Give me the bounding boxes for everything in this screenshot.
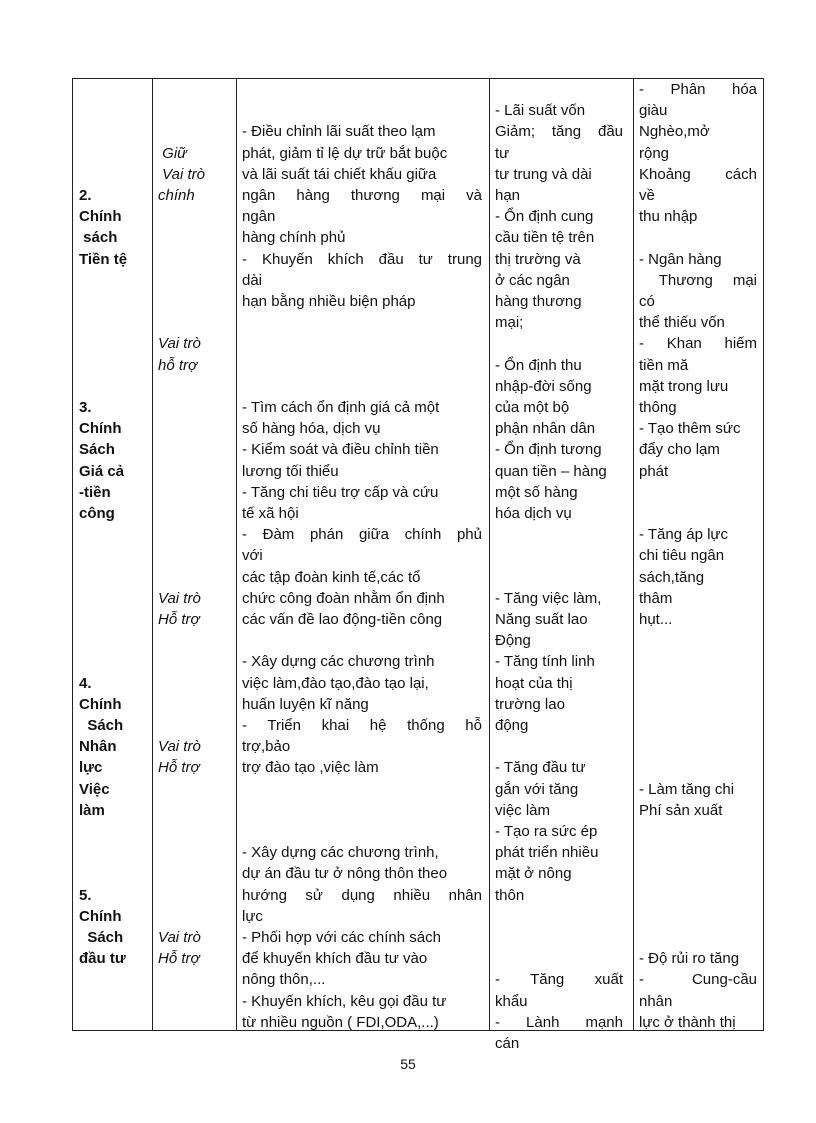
cell-line: - Lành mạnh <box>495 1013 623 1031</box>
cell-line: Việc <box>79 780 110 798</box>
cell-line: Tiền tệ <box>79 250 128 268</box>
cell-line: thâm <box>639 589 673 607</box>
cell-line: lực <box>242 907 263 925</box>
cell-line: Vai trò <box>158 589 201 607</box>
cell-line: trường lao <box>495 695 565 713</box>
cell-line: động <box>495 717 529 734</box>
cell-line: Giá cả <box>79 462 125 480</box>
cell-line: Động <box>495 632 531 650</box>
cell-line: - Xây dựng các chương trình <box>242 653 435 671</box>
cell-line: khẩu <box>495 992 528 1010</box>
cell-line: Giữ <box>158 144 187 162</box>
cell-line: - Xây dựng các chương trình, <box>242 844 439 862</box>
column-divider <box>489 79 490 1030</box>
cell-line: hoạt của thị <box>495 674 573 692</box>
cell-line: - Ổn định cung <box>495 208 594 226</box>
cell-line: lương tối thiểu <box>242 462 339 480</box>
cell-line: phát triển nhiều <box>495 844 599 862</box>
cell-line: rộng <box>639 144 670 162</box>
cell-line: Vai trò <box>158 738 201 756</box>
column-divider <box>152 79 153 1030</box>
cell-line: 4. <box>79 674 92 692</box>
cell-line: - Khuyến khích, kêu gọi đầu tư <box>242 992 447 1010</box>
cell-line: Nhân <box>79 738 117 756</box>
cell-line: hàng chính phủ <box>242 229 346 247</box>
measures-column <box>242 79 482 1030</box>
cell-line: - Tạo thêm sức <box>639 420 741 438</box>
cell-line: thôn <box>495 886 525 904</box>
cell-line: tư trung và dài <box>495 165 592 183</box>
cell-line: - Ngân hàng <box>639 250 722 268</box>
cell-line: mại; <box>495 314 524 332</box>
cell-line: - Tăng đầu tư <box>495 759 586 777</box>
positive-effects-column <box>495 79 623 1052</box>
cell-line: - Khan hiếm <box>639 335 757 353</box>
cell-line: - Tìm cách ổn định giá cả một <box>242 399 440 416</box>
cell-line: nhập-đời sống <box>495 377 592 395</box>
cell-line: - Tạo ra sức ép <box>495 823 598 840</box>
cell-line: Năng suất lao <box>495 611 588 628</box>
cell-line: Vai trò <box>158 929 201 946</box>
cell-line: nông thôn,... <box>242 971 326 989</box>
cell-line: - Tăng chi tiêu trợ cấp và cứu <box>242 483 439 501</box>
cell-line: mặt ở nông <box>495 865 572 883</box>
column-divider <box>633 79 634 1030</box>
cell-line: tư <box>495 144 510 162</box>
negative-effects-column <box>639 79 757 1030</box>
cell-line: lực ở thành thị <box>639 1013 736 1031</box>
cell-line: - Điều chỉnh lãi suất theo lạm <box>242 123 436 141</box>
cell-line: về <box>639 187 655 204</box>
cell-line: - Tăng việc làm, <box>495 589 602 607</box>
page-number: 55 <box>400 1056 416 1072</box>
cell-line: thông <box>639 399 677 416</box>
cell-line: một số hàng <box>495 483 578 501</box>
cell-line: chức công đoàn nhằm ổn định <box>242 589 445 607</box>
cell-line: làm <box>79 801 105 819</box>
cell-line: với <box>242 547 263 565</box>
cell-line: - Ổn định tương <box>495 441 602 459</box>
cell-line: - Ổn định thu <box>495 356 582 374</box>
cell-line: - Tăng áp lực <box>639 526 728 544</box>
cell-line: số hàng hóa, dịch vụ <box>242 420 381 438</box>
cell-line: -tiền <box>79 483 111 501</box>
cell-line: - Độ rủi ro tăng <box>639 950 740 968</box>
cell-line: Nghèo,mở <box>639 123 710 141</box>
cell-line: Sách <box>79 717 124 734</box>
cell-line: công <box>79 505 115 522</box>
cell-line: tiền mă <box>639 356 689 374</box>
cell-line: - Tăng tính linh <box>495 653 595 671</box>
cell-line: cầu tiền tệ trên <box>495 229 595 247</box>
cell-line: giàu <box>639 102 668 120</box>
cell-line: - Cung-cầu <box>639 971 757 989</box>
column-divider <box>236 79 237 1030</box>
cell-line: Chính <box>79 420 122 438</box>
cell-line: Chính <box>79 208 122 226</box>
cell-line: chính <box>158 187 195 204</box>
cell-line: - Phân hóa <box>639 81 757 98</box>
cell-line: trợ,bảo <box>242 738 291 756</box>
cell-line: Hỗ trợ <box>158 611 200 628</box>
cell-line: hóa dịch vụ <box>495 505 572 522</box>
cell-line: phát <box>639 462 669 480</box>
cell-line: hạn <box>495 187 521 204</box>
cell-line: hỗ trợ <box>158 356 198 374</box>
cell-line: thể thiếu vốn <box>639 314 725 332</box>
cell-line: quan tiền – hàng <box>495 462 607 480</box>
cell-line: mặt trong lưu <box>639 377 729 395</box>
cell-line: sách <box>79 229 118 247</box>
cell-line: trợ đào tạo ,việc làm <box>242 759 379 777</box>
policy-table <box>72 78 764 1052</box>
cell-line: ở các ngân <box>495 271 570 289</box>
cell-line: 2. <box>79 187 92 204</box>
cell-line: - Lãi suất vốn <box>495 102 586 120</box>
cell-line: Hỗ trợ <box>158 759 200 777</box>
cell-line: Giảm; tăng đầu <box>495 123 623 141</box>
cell-line: Hỗ trợ <box>158 950 200 968</box>
cell-line: Thương mại <box>639 271 757 289</box>
cell-line: lực <box>79 759 103 777</box>
cell-line: có <box>639 293 655 310</box>
cell-line: huấn luyện kĩ năng <box>242 695 369 713</box>
role-column <box>158 79 234 1030</box>
cell-line: ngân <box>242 208 276 226</box>
cell-line: phát, giảm tỉ lệ dự trữ bắt buộc <box>242 144 448 162</box>
cell-line: Sách <box>79 929 124 946</box>
cell-line: gắn với tăng <box>495 780 579 798</box>
cell-line: ngân hàng thương mại và <box>242 187 482 204</box>
cell-line: dự án đầu tư ở nông thôn theo <box>242 865 448 883</box>
cell-line: Khoảng cách <box>639 165 757 183</box>
cell-line: - Đàm phán giữa chính phủ <box>242 526 482 544</box>
cell-line: - Khuyến khích đầu tư trung <box>242 250 482 268</box>
cell-line: cán <box>495 1035 520 1052</box>
cell-line: sách,tăng <box>639 568 705 586</box>
cell-line: nhân <box>639 992 673 1010</box>
cell-line: chi tiêu ngân <box>639 547 725 565</box>
cell-line: đẩy cho lạm <box>639 441 720 459</box>
cell-line: 3. <box>79 399 92 416</box>
cell-line: - Kiểm soát và điều chỉnh tiền <box>242 441 439 459</box>
cell-line: các tập đoàn kinh tế,các tổ <box>242 568 421 586</box>
cell-line: 5. <box>79 886 92 904</box>
cell-line: từ nhiều nguồn ( FDI,ODA,...) <box>242 1013 439 1031</box>
policy-name-column <box>79 79 149 1030</box>
cell-line: - Tăng xuất <box>495 971 623 989</box>
cell-line: dài <box>242 271 263 289</box>
cell-line: việc làm,đào tạo,đào tạo lại, <box>242 674 429 692</box>
cell-line: của một bộ <box>495 399 570 416</box>
cell-line: thị trường và <box>495 250 581 268</box>
cell-line: và lãi suất tái chiết khấu giữa <box>242 165 437 183</box>
cell-line: Chính <box>79 695 122 713</box>
cell-line: hàng thương <box>495 293 582 310</box>
cell-line: Chính <box>79 907 122 925</box>
cell-line: thu nhập <box>639 208 698 226</box>
cell-line: Vai trò <box>158 335 201 353</box>
cell-line: - Làm tăng chi <box>639 780 735 798</box>
cell-line: các vấn đề lao động-tiền công <box>242 611 443 628</box>
cell-line: Vai trò <box>158 165 205 183</box>
cell-line: đầu tư <box>79 950 126 968</box>
cell-line: hạn bằng nhiều biện pháp <box>242 293 416 310</box>
cell-line: để khuyến khích đầu tư vào <box>242 950 428 968</box>
cell-line: hướng sử dụng nhiều nhân <box>242 886 482 904</box>
cell-line: - Phối hợp với các chính sách <box>242 929 441 946</box>
cell-line: việc làm <box>495 801 551 819</box>
cell-line: Sách <box>79 441 115 459</box>
cell-line: phận nhân dân <box>495 420 596 438</box>
cell-line: - Triển khai hệ thống hỗ <box>242 717 482 734</box>
cell-line: tế xã hội <box>242 505 299 522</box>
cell-line: hụt... <box>639 611 673 628</box>
cell-line: Phí sản xuất <box>639 801 723 819</box>
